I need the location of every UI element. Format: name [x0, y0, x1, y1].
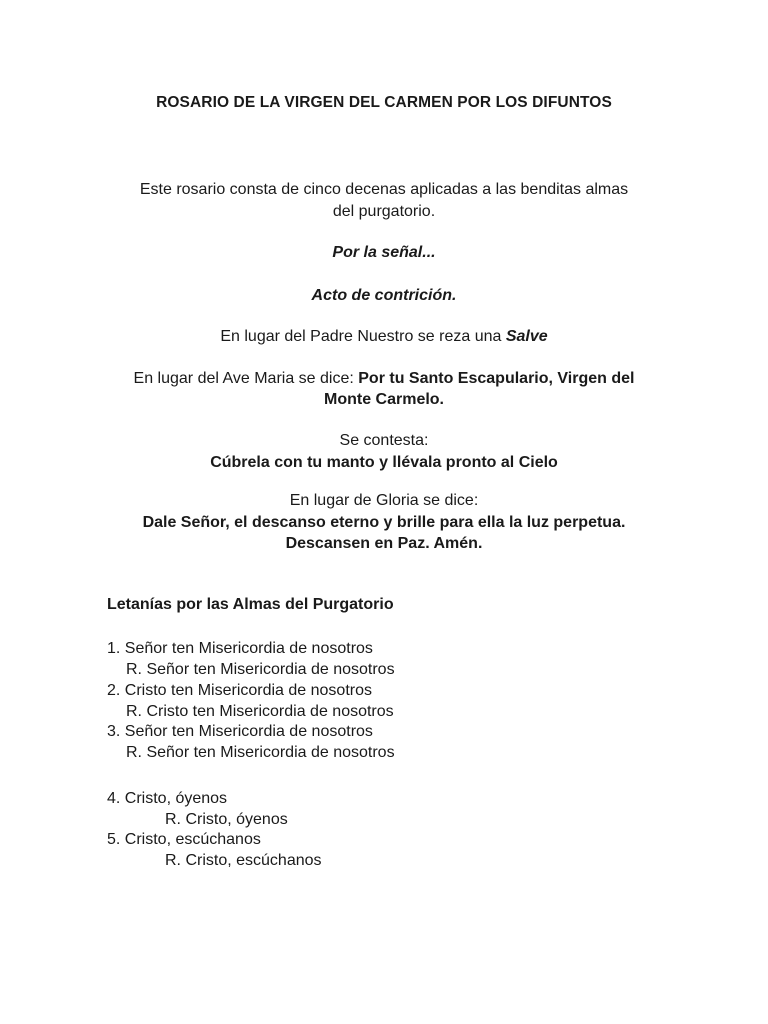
gloria-bold-1: Dale Señor, el descanso eterno y brille para ella la luz perpetua. — [142, 514, 626, 531]
se-contesta: Se contesta: — [339, 432, 429, 449]
intro-line-1: Este rosario consta de cinco decenas aplicadas a las benditas almas — [139, 181, 629, 198]
ave-maria-bold-1: Por tu Santo Escapulario, Virgen del — [358, 370, 635, 387]
list-item: R. Cristo ten Misericordia de nosotros — [126, 703, 394, 720]
list-item: 1. Señor ten Misericordia de nosotros — [107, 640, 373, 657]
list-item: 5. Cristo, escúchanos — [107, 831, 261, 848]
list-item: 3. Señor ten Misericordia de nosotros — [107, 723, 373, 740]
list-item: R. Cristo, escúchanos — [165, 852, 322, 869]
list-item: R. Señor ten Misericordia de nosotros — [126, 744, 395, 761]
list-item: 2. Cristo ten Misericordia de nosotros — [107, 682, 372, 699]
intro-line-2: del purgatorio. — [332, 203, 436, 220]
acto-de-contricion: Acto de contrición. — [311, 287, 457, 304]
ave-maria-bold-2: Monte Carmelo. — [323, 391, 444, 408]
letanias-heading: Letanías por las Almas del Purgatorio — [107, 596, 394, 613]
cubrela-line: Cúbrela con tu manto y llévala pronto al Cielo — [210, 454, 558, 471]
salve-word: Salve — [505, 328, 548, 345]
list-item: R. Señor ten Misericordia de nosotros — [126, 661, 395, 678]
gloria-bold-2: Descansen en Paz. Amén. — [285, 535, 483, 552]
list-item: 4. Cristo, óyenos — [107, 790, 228, 807]
document-title: ROSARIO DE LA VIRGEN DEL CARMEN POR LOS DIFUNTOS — [156, 94, 612, 111]
padre-nuestro-prefix: En lugar del Padre Nuestro se reza una — [220, 328, 506, 345]
gloria-prefix: En lugar de Gloria se dice: — [289, 492, 479, 509]
padre-nuestro-line — [0, 327, 768, 347]
por-la-senal: Por la señal... — [332, 244, 436, 261]
ave-maria-prefix: En lugar del Ave Maria se dice: — [133, 370, 359, 387]
ave-maria-line-1 — [0, 369, 768, 389]
list-item: R. Cristo, óyenos — [165, 811, 288, 828]
